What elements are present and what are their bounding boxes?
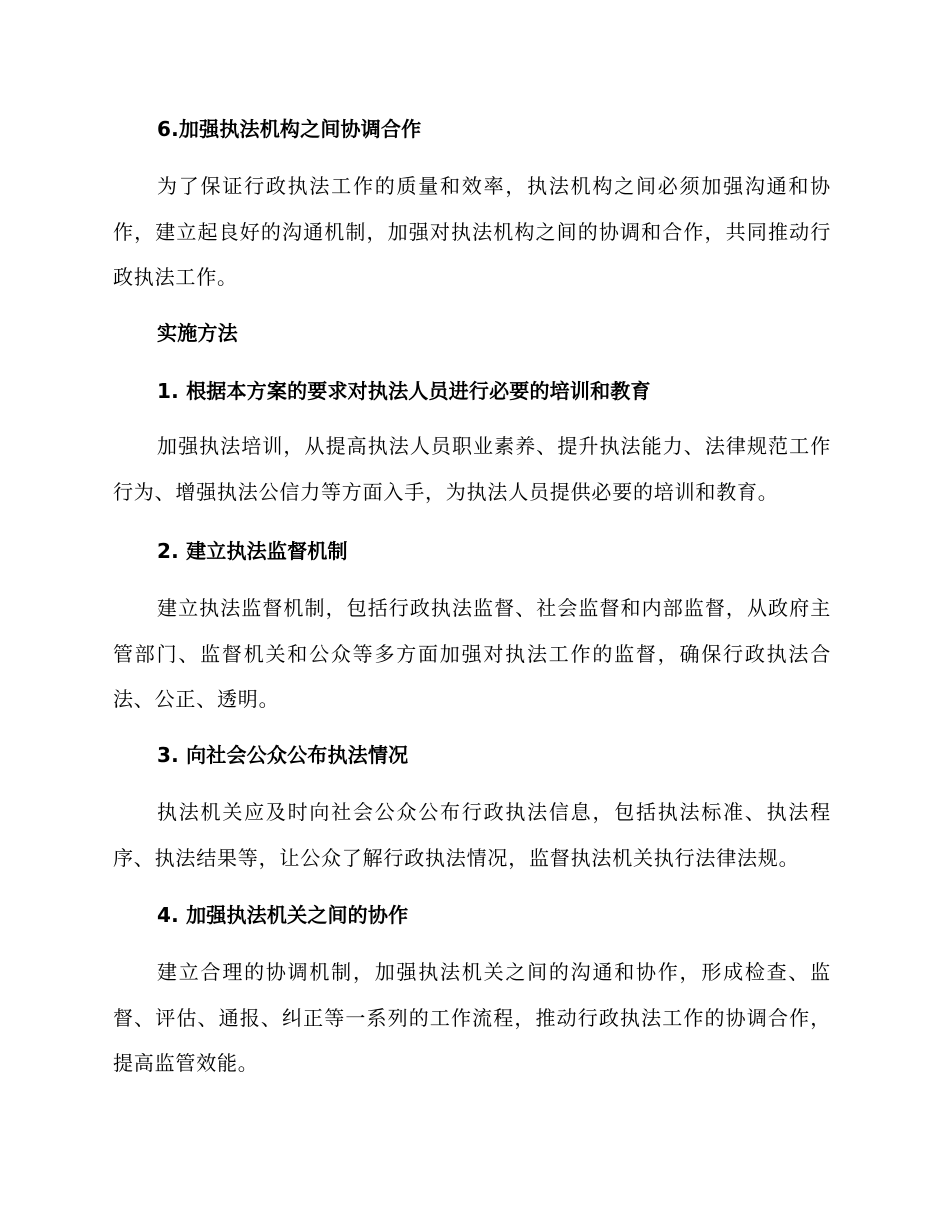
implementation-heading: 实施方法 — [157, 321, 238, 345]
method-heading-3: 3. 向社会公众公布执法情况 — [157, 743, 409, 767]
method-heading-1: 1. 根据本方案的要求对执法人员进行必要的培训和教育 — [157, 379, 651, 403]
method-heading-2: 2. 建立执法监督机制 — [157, 539, 348, 563]
section-heading-6: 6.加强执法机构之间协调合作 — [157, 117, 422, 141]
method-paragraph-2: 建立执法监督机制，包括行政执法监督、社会监督和内部监督，从政府主管部门、监督机关和公众等多方面加强对执法工作的监督，确保行政执法合法、公正、透明。 — [113, 596, 831, 711]
method-paragraph-3: 执法机关应及时向社会公众公布行政执法信息，包括执法标准、执法程序、执法结果等，让公众了解行政执法情况，监督执法机关执行法律法规。 — [113, 800, 831, 870]
method-paragraph-1: 加强执法培训，从提高执法人员职业素养、提升执法能力、法律规范工作行为、增强执法公信力等方面入手，为执法人员提供必要的培训和教育。 — [113, 434, 831, 504]
method-paragraph-4: 建立合理的协调机制，加强执法机关之间的沟通和协作，形成检查、监督、评估、通报、纠正等一系列的工作流程，推动行政执法工作的协调合作，提高监管效能。 — [113, 960, 831, 1075]
section-paragraph-6: 为了保证行政执法工作的质量和效率，执法机构之间必须加强沟通和协作，建立起良好的沟通机制，加强对执法机构之间的协调和合作，共同推动行政执法工作。 — [113, 174, 831, 289]
method-heading-4: 4. 加强执法机关之间的协作 — [157, 903, 409, 927]
